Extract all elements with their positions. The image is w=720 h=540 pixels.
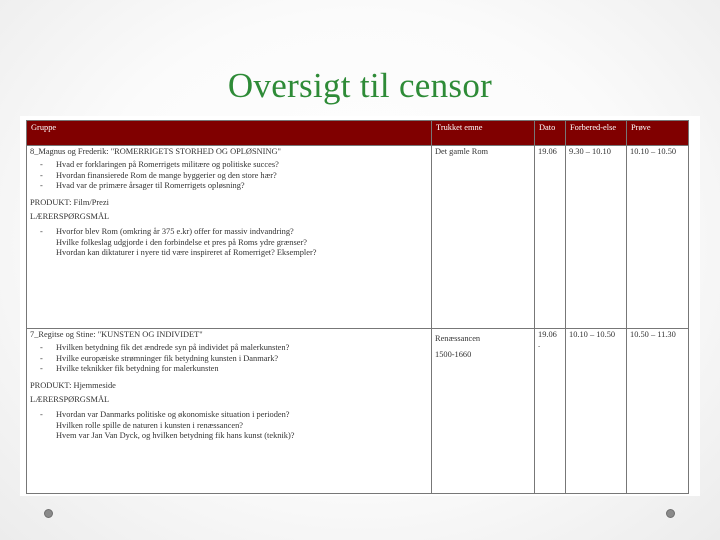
- header-topic: Trukket emne: [432, 121, 535, 146]
- date-extra: .: [538, 340, 541, 350]
- question-item: - Hvilke teknikker fik betydning for malerkunsten: [30, 364, 428, 374]
- question-list: [30, 160, 428, 191]
- group-title: 8_Magnus og Frederik: "ROMERRIGETS STORHED OG OPLØSNING": [30, 147, 281, 156]
- question-item: - Hvordan finansierede Rom de mange byggerier og den store hær?: [30, 171, 428, 181]
- teacher-question-list: [30, 227, 428, 258]
- product-line: PRODUKT: Hjemmeside: [30, 380, 116, 390]
- teacher-questions-label: LÆRERSPØRGSMÅL: [30, 212, 110, 222]
- question-item: - Hvad var de primære årsager til Romerrigets opløsning?: [30, 181, 428, 191]
- header-date: Dato: [535, 121, 566, 146]
- teacher-question-item: Hvorfor blev Rom (omkring år 375 e.kr) offer for massiv indvandring?: [56, 227, 294, 237]
- header-prep: Forbered-else: [566, 121, 627, 146]
- table-row: [27, 146, 689, 329]
- table-row: [27, 329, 689, 494]
- teacher-question-item: Hvilke folkeslag udgjorde i den forbindelse et pres på Roms ydre grænser?: [56, 237, 307, 247]
- teacher-question-item: Hvem var Jan Van Dyck, og hvilken betydning fik hans kunst (teknik)?: [56, 431, 295, 441]
- slide-title: Oversigt til censor: [227, 66, 493, 105]
- question-list: [30, 343, 428, 374]
- schedule-table: [26, 120, 689, 494]
- topic-cell: Det gamle Rom: [432, 146, 535, 329]
- question-item: - Hvad er forklaringen på Romerrigets militære og politiske succes?: [30, 160, 428, 170]
- prep-cell: 9.30 – 10.10: [566, 146, 627, 329]
- teacher-question-item: Hvilken rolle spille de naturen i kunsten i renæssancen?: [56, 420, 243, 430]
- exam-cell: 10.50 – 11.30: [627, 329, 689, 494]
- exam-cell: 10.10 – 10.50: [627, 146, 689, 329]
- decorative-dot-icon: [666, 509, 675, 518]
- topic-name: Renæssancen: [435, 334, 481, 343]
- question-item: - Hvilken betydning fik det ændrede syn på individet på malerkunsten?: [30, 343, 428, 353]
- topic-cell: [432, 329, 535, 494]
- dash-marker: -: [40, 227, 43, 237]
- group-cell: [27, 329, 432, 494]
- teacher-question-item: Hvordan kan diktaturer i nyere tid være inspireret af Romerriget? Eksempler?: [56, 248, 317, 258]
- header-exam: Prøve: [627, 121, 689, 146]
- date-cell: [535, 329, 566, 494]
- prep-cell: 10.10 – 10.50: [566, 329, 627, 494]
- group-title: 7_Regitse og Stine: "KUNSTEN OG INDIVIDET": [30, 330, 203, 339]
- date-cell: 19.06: [535, 146, 566, 329]
- dash-marker: -: [40, 410, 43, 420]
- schedule-document: [20, 116, 700, 496]
- teacher-questions-label: LÆRERSPØRGSMÅL: [30, 395, 110, 405]
- product-line: PRODUKT: Film/Prezi: [30, 197, 109, 207]
- date-value: 19.06: [538, 330, 557, 339]
- group-cell: [27, 146, 432, 329]
- table-header-row: [27, 121, 689, 146]
- teacher-question-item: Hvordan var Danmarks politiske og økonomiske situation i perioden?: [56, 410, 290, 420]
- decorative-dot-icon: [44, 509, 53, 518]
- teacher-question-list: [30, 410, 428, 441]
- topic-years: 1500-1660: [435, 350, 472, 360]
- header-group: Gruppe: [27, 121, 432, 146]
- question-item: - Hvilke europæiske strømninger fik betydning kunsten i Danmark?: [30, 354, 428, 364]
